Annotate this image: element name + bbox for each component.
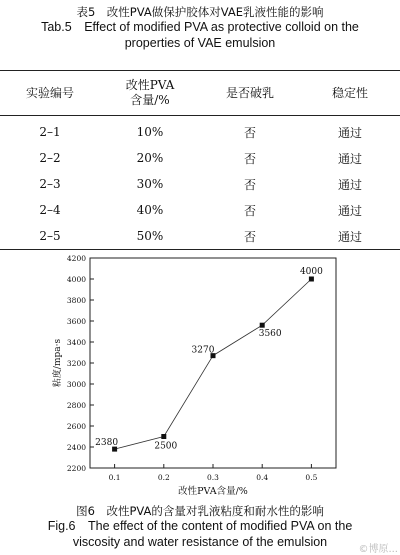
- table-cell: 2–5: [39, 229, 61, 243]
- table-cell: 通过: [337, 203, 362, 218]
- table-cell: 通过: [337, 151, 362, 166]
- y-tick-label: 4000: [66, 275, 86, 284]
- table-cell: 通过: [337, 125, 362, 140]
- data-label: 4000: [299, 267, 323, 277]
- viscosity-line-chart: [0, 246, 400, 496]
- header-cell: 改性PVA 含量/%: [125, 78, 175, 107]
- data-label: 3270: [191, 345, 215, 356]
- figure-caption-en-line1: Fig.6 The effect of the content of modified PVA on the: [47, 519, 353, 533]
- y-tick-label: 3000: [66, 380, 86, 389]
- x-tick-label: 0.5: [305, 473, 318, 482]
- data-point-marker: [309, 277, 314, 282]
- y-tick-label: 4200: [66, 254, 86, 263]
- y-tick-label: 2400: [66, 443, 86, 452]
- figure-caption-en-line2: viscosity and water resistance of the emulsion: [72, 535, 328, 549]
- data-label: 2500: [154, 441, 178, 452]
- table-cell: 20%: [136, 151, 164, 165]
- figure-caption-zh: 图6 改性PVA的含量对乳液粘度和耐水性的影响: [76, 504, 324, 518]
- table-cell: 否: [243, 125, 256, 140]
- table-cell: 40%: [136, 203, 164, 217]
- table-cell: 2–2: [39, 151, 61, 165]
- table-cell: 2–4: [39, 203, 61, 217]
- x-tick-label: 0.1: [108, 473, 121, 482]
- header-cell: 是否破乳: [225, 85, 274, 100]
- table-cell: 否: [243, 203, 256, 218]
- y-tick-label: 2600: [66, 422, 86, 431]
- table-caption-en-line2: properties of VAE emulsion: [124, 36, 276, 50]
- y-axis-label: 粘度/mpa·s: [53, 338, 63, 388]
- y-tick-label: 3600: [66, 317, 86, 326]
- plot-frame: [90, 258, 336, 468]
- table-cell: 10%: [136, 125, 164, 139]
- y-tick-label: 3400: [66, 338, 86, 347]
- data-point-marker: [260, 323, 265, 328]
- x-axis-label: 改性PVA含量/%: [178, 486, 248, 496]
- table-caption-zh: 表5 改性PVA做保护胶体对VAE乳液性能的影响: [76, 5, 324, 19]
- header-cell: 稳定性: [331, 85, 368, 100]
- data-label: 2380: [95, 438, 119, 449]
- table-cell: 2–3: [39, 177, 61, 191]
- table-cell: 否: [243, 229, 256, 244]
- results-table: [0, 70, 400, 250]
- table-cell: 通过: [337, 177, 362, 192]
- table-cell: 30%: [136, 177, 164, 191]
- watermark: ©博原...: [358, 544, 398, 555]
- table-row: [0, 171, 400, 197]
- y-tick-label: 2800: [66, 401, 86, 410]
- y-tick-label: 3800: [66, 296, 86, 305]
- table-cell: 2–1: [39, 125, 61, 139]
- series-line: [115, 279, 312, 449]
- table-cell: 否: [243, 177, 256, 192]
- header-cell: 实验编号: [25, 85, 74, 100]
- table-row: [0, 116, 400, 146]
- table-cell: 通过: [337, 229, 362, 244]
- x-tick-label: 0.4: [256, 473, 269, 482]
- table-cell: 50%: [136, 229, 164, 243]
- data-point-marker: [161, 434, 166, 439]
- table-row: [0, 197, 400, 223]
- table-header-row: [0, 71, 400, 116]
- y-tick-label: 3200: [66, 359, 86, 368]
- y-tick-label: 2200: [66, 464, 86, 473]
- table-caption-en-line1: Tab.5 Effect of modified PVA as protective colloid on the: [41, 20, 359, 34]
- table-row: [0, 145, 400, 171]
- x-tick-label: 0.3: [207, 473, 219, 482]
- table-cell: 否: [243, 151, 256, 166]
- x-tick-label: 0.2: [157, 473, 170, 482]
- data-label: 3560: [258, 329, 282, 340]
